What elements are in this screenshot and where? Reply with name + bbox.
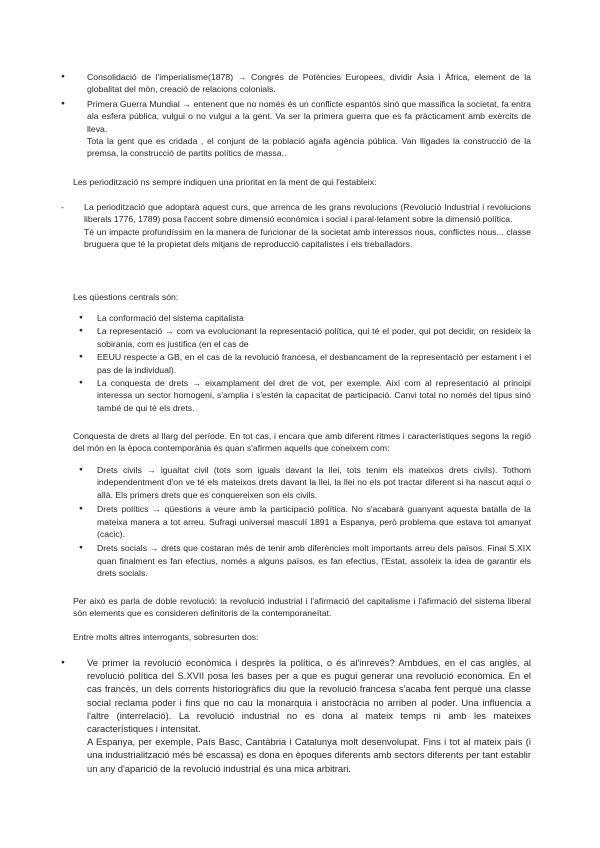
list-item-continuation: Té un impacte profundíssim en la manera de funcionar de la societat amb interessos nous, conflictes nous... classe bruguera que té la propietat dels mitjans de reproducció capitalistes i els treballadors. xyxy=(84,226,531,250)
rights-list xyxy=(79,464,531,580)
list-item: ● Primera Guerra Mundial → entenent que no només és un conflicte espantós sinó que massifica la societat, fa entra ala esfera pública, vulgui o no vulgui a la gent. Va ser la primera guerra que es fa pràcticament amb exèrcits de lleva. Tota la gent que es cridada , el conjunt de la població agafa agència pública. Van lligades la construcció de la premsa, la construcció de partits polítics de massa.. xyxy=(61,98,531,160)
list-item-lead: Ve primer la revolució econòmica i desprès la política, o és al'inrevés? xyxy=(87,657,395,668)
list-item: ● Drets socials → drets que costaran més de tenir amb diferències molt importants arreu dels països. Final S.XIX quan finalment es fan efectius, només a alguns països, es fan efectius, l'Estat, assoleix la idea de garantir els drets socials. xyxy=(79,542,531,579)
paragraph: Conquesta de drets al llarg del període. En tot cas, i encara que amb diferent ritmes i característiques segons la regió del món en la època contemporània és quan s'afirmen aquells que coneixem com: xyxy=(73,431,531,454)
list-item-continuation: Tota la gent que es cridada , el conjunt de la població agafa agència pública. Van lligades la construcció de la premsa, la construcció de partits polítics de massa.. xyxy=(87,136,531,159)
list-item-continuation: A Espanya, per exemple, País Basc, Cantàbria i Catalunya molt desenvolupat. Fins i tot al mateix país (i una industrialització més bé escassa) es dona en èpoques diferents amb sectors diferents per tant establir un any d'aparició de la revolució industrial és una mica arbitrari. xyxy=(87,736,531,774)
paragraph: Les qüestions centrals són: xyxy=(73,292,179,302)
list-item: ● Drets civils → igualtat civil (tots som iguals davant la llei, tots tenim els mateixos drets civils). Tothom independentment d'on ve té els mateixos drets davant la llei, la llei no els pot tractar diferent si ha nascut aquí o allà. Els primers drets que es conquereixen son els civils. xyxy=(79,464,531,501)
list-item: ● La conformació del sistema capitalista xyxy=(79,312,531,324)
central-questions-list xyxy=(79,312,531,414)
paragraph: Entre molts altres interrogants, sobresurten dos: xyxy=(73,632,259,642)
periodization-list xyxy=(61,201,531,251)
list-item: ● Ve primer la revolució econòmica i desprès la política, o és al'inrevés? Ambdues, en el cas anglès, al revolució política del S.XVII posa les bases per a que es pugui generar una revolució econòmica. En el cas francès, un dels corrents historiogràfics diu que la revolució francesa s'acaba fent perquè una classe social reclama poder i fins que no cau la monarquia i aristocràcia no arriben al poder. Una influencia a l'altre (interrelació). La revolució industrial no es dona al mateix temps ni amb les mateixes característiques i intensitat. A Espanya, per exemple, País Basc, Cantàbria i Catalunya molt desenvolupat. Fins i tot al mateix país (i una industrialització més bé escassa) es dona en èpoques diferents amb sectors diferents per tant establir un any d'aparició de la revolució industrial és una mica arbitrari. xyxy=(61,656,531,775)
interrogations-list xyxy=(61,656,531,775)
list-item: ● Drets polítics → qüestions a veure amb la participació política. No s'acabarà guanyant aquesta batalla de la mateixa manera a tot arreu. Sufragi universal masculí 1891 a Espanya, però problema que estava tot amanyat (cacic). xyxy=(79,503,531,540)
list-item: ● Consolidació de l'imperialisme(1878) → Congrés de Potències Europees, dividir Àsia i Àfrica, element de la globalitat del món, creació de relacions colonials. xyxy=(61,71,531,96)
list-item: ● La representació → com va evolucionant la representació política, qui té el poder, qui pot decidir, on resideix la sobirania, com es justifica (en el cas de xyxy=(79,325,531,350)
list-item: - La periodització que adoptarà aquest curs, que arrenca de les grans revolucions (Revolució Industrial i revolucions liberals 1776, 1789) posa l'accent sobre dimensió econòmica i social i paral·lelament sobre la dimensió política. Té un impacte profundíssim en la manera de funcionar de la societat amb interessos nous, conflictes nous... classe bruguera que té la propietat dels mitjans de reproducció capitalistes i els treballadors. xyxy=(61,201,531,251)
list-item: ● La conquesta de drets → eixamplament del dret de vot, per exemple. Així com al representació al principi interessa un sector homogeni, s'amplia i s'estén la capacitat de participació. Canvi total no només del tipus sinó també de qui té els drets. xyxy=(79,377,531,414)
paragraph: Per això es parla de doble revolució: la revolució industrial i l'afirmació del capitalisme i l'afirmació del sistema liberal són elements que es consideren definitoris de la contemporaneïtat. xyxy=(73,596,531,619)
paragraph: Les periodització ns sempre indiquen una prioritat en la ment de qui l'estableix: xyxy=(73,177,377,187)
imperialism-list xyxy=(61,71,531,160)
list-item: ● EEUU respecte a GB, en el cas de la revolució francesa, el desbancament de la representació per estament i el pas de la individual). xyxy=(79,351,531,376)
